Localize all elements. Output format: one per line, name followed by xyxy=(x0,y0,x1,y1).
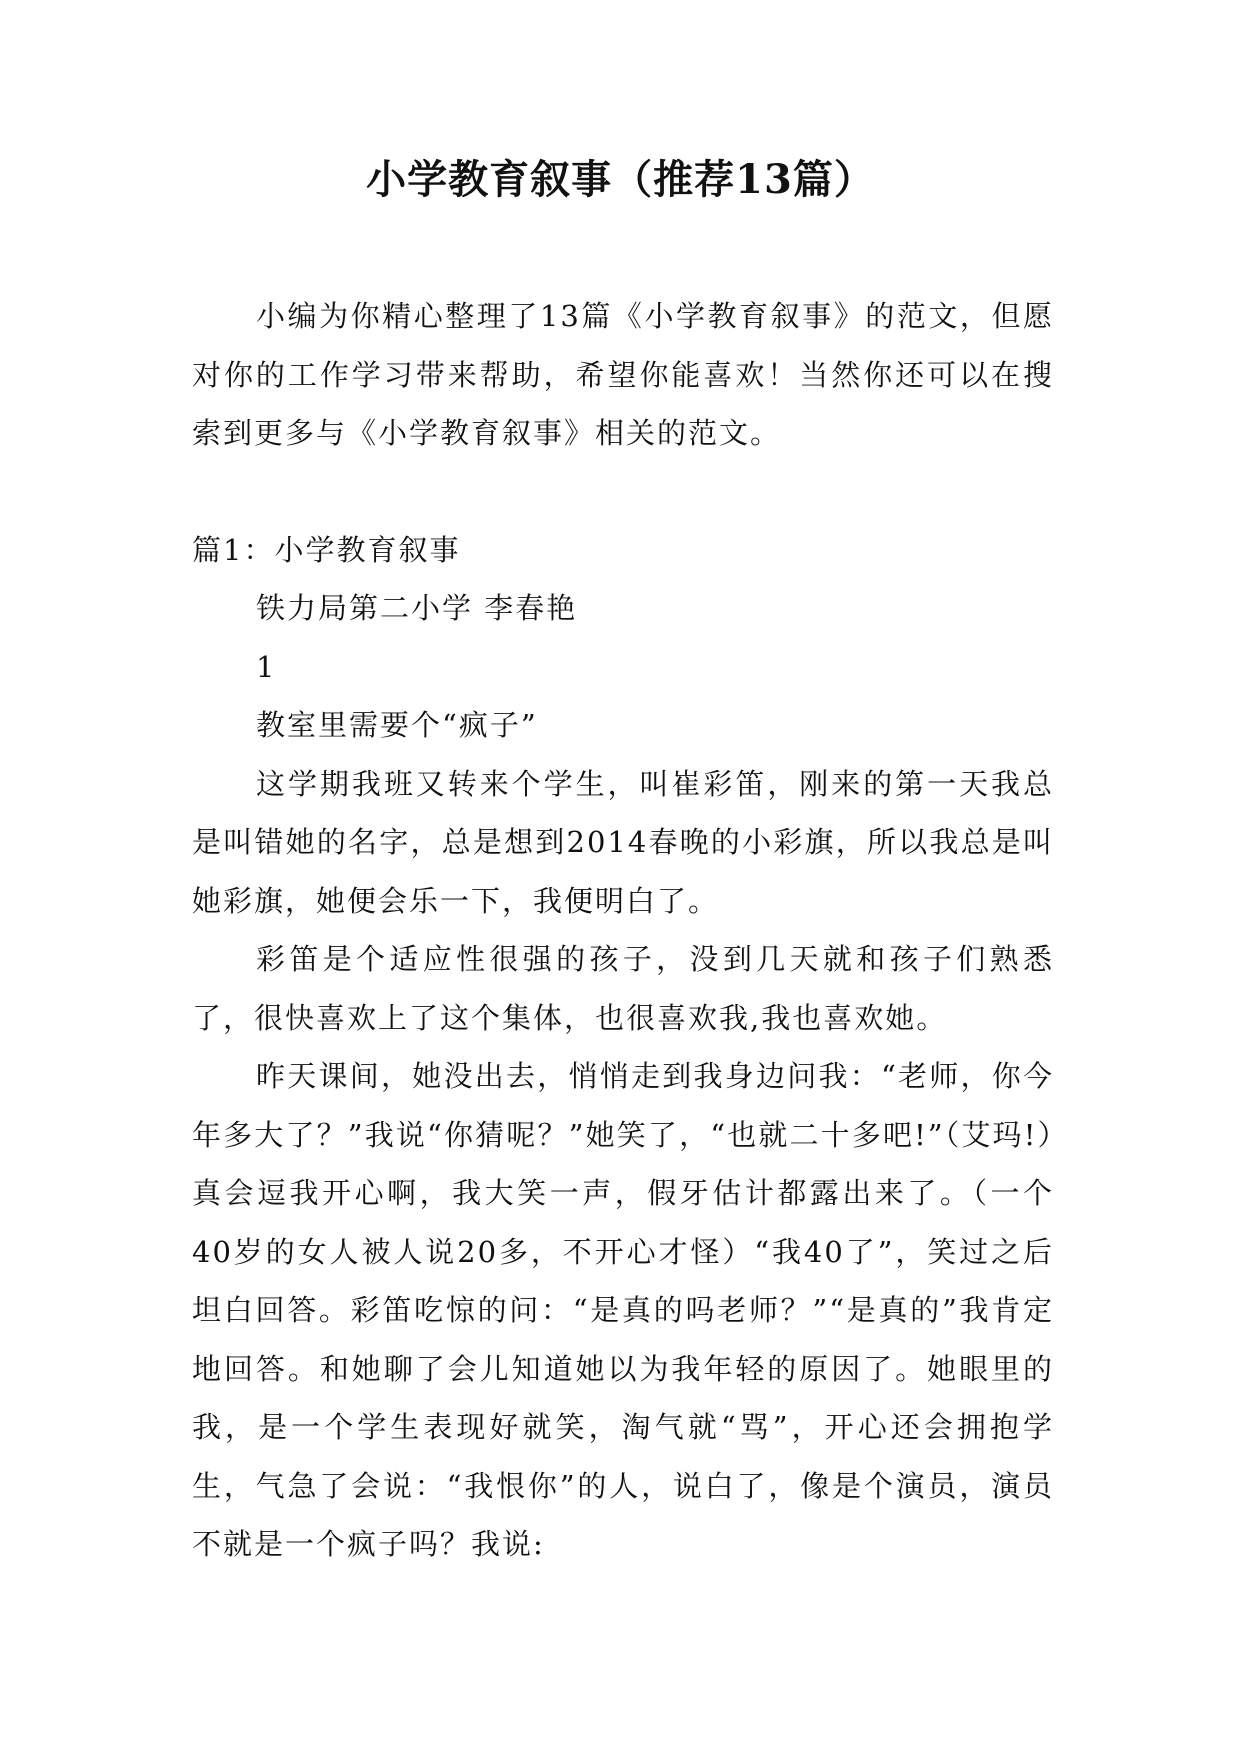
story-subtitle: 教室里需要个“疯子” xyxy=(256,708,538,742)
paragraph-gap xyxy=(192,463,1054,521)
document-body xyxy=(192,287,1054,1574)
section-heading: 篇1：小学教育叙事 xyxy=(192,532,461,567)
body-paragraph: 昨天课间，她没出去，悄悄走到我身边问我：“老师，你今年多大了？”我说“你猜呢？”她笑了，“也就二十多吧!”（艾玛!）真会逗我开心啊，我大笑一声，假牙估计都露出来了。（一个40岁的女人被人说20多，不开心才怪）“我40了”，笑过之后坦白回答。彩笛吃惊的问：“是真的吗老师？”“是真的”我肯定地回答。和她聊了会儿知道她以为我年轻的原因了。她眼里的我，是一个学生表现好就笑，淘气就“骂”，开心还会拥抱学生，气急了会说：“我恨你”的人，说白了，像是个演员，演员不就是一个疯子吗？我说: xyxy=(192,1059,1054,1561)
story-number: 1 xyxy=(256,649,277,684)
body-paragraph: 彩笛是个适应性很强的孩子，没到几天就和孩子们熟悉了，很快喜欢上了这个集体，也很喜欢我,我也喜欢她。 xyxy=(192,942,1054,1035)
body-paragraph: 这学期我班又转来个学生，叫崔彩笛，刚来的第一天我总是叫错她的名字，总是想到2014春晚的小彩旗，所以我总是叫她彩旗，她便会乐一下，我便明白了。 xyxy=(192,766,1054,918)
author-line: 铁力局第二小学 李春艳 xyxy=(256,591,578,625)
document-title: 小学教育叙事（推荐13篇） xyxy=(366,156,875,203)
intro-paragraph: 小编为你精心整理了13篇《小学教育叙事》的范文，但愿对你的工作学习带来帮助，希望你能喜欢！当然你还可以在搜索到更多与《小学教育叙事》相关的范文。 xyxy=(192,299,1054,450)
